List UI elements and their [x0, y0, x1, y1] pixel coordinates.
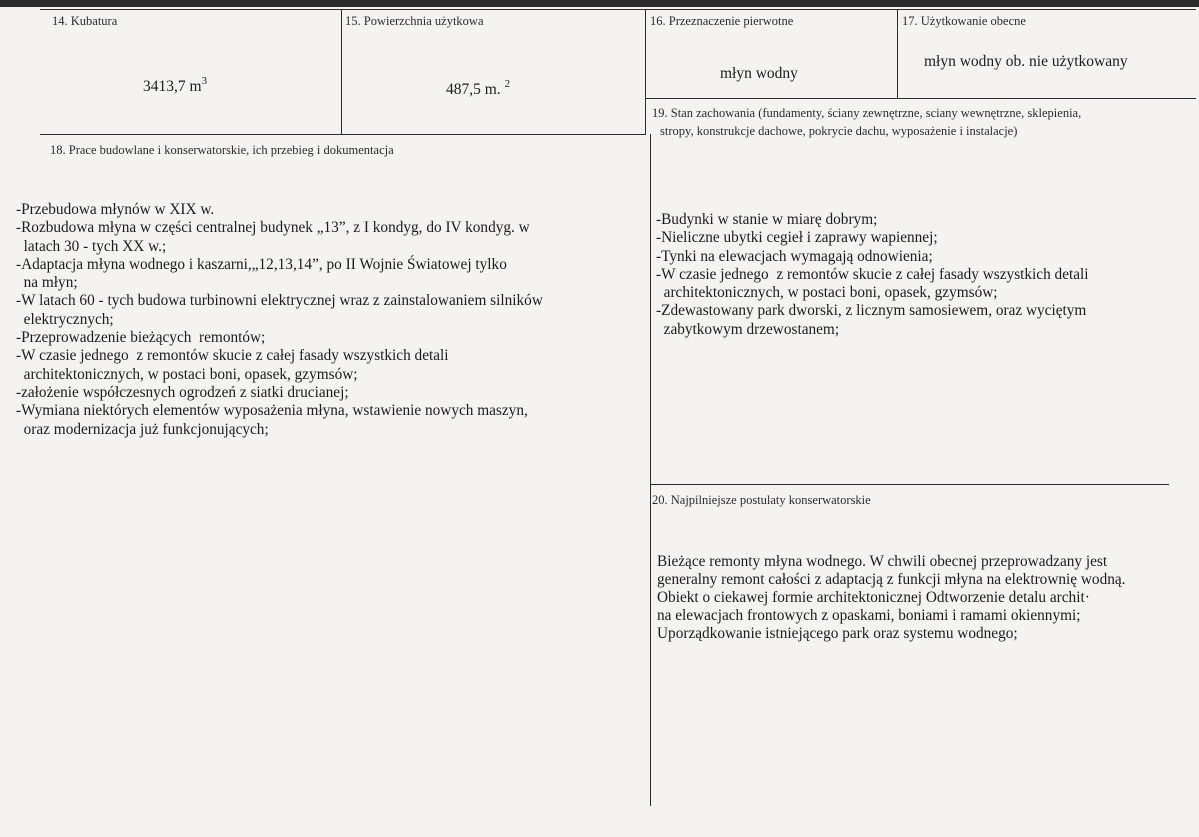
- uzytkowanie-label: 17. Użytkowanie obecne: [902, 14, 1026, 28]
- kubatura-unit-exponent: 3: [201, 75, 208, 87]
- prace-label: 18. Prace budowlane i konserwatorskie, ich przebieg i dokumentacja: [50, 143, 394, 157]
- prace-line: latach 30 - tych XX w.;: [16, 237, 167, 255]
- prace-line: oraz modernizacja już funkcjonujących;: [16, 420, 269, 438]
- prace-line: -W latach 60 - tych budowa turbinowni elektrycznej wraz z zainstalowaniem silników: [16, 292, 543, 310]
- postulaty-text: [657, 553, 1125, 643]
- powierzchnia-number: 487,5 m.: [446, 81, 501, 98]
- stan-line: -W czasie jednego z remontów skucie z całej fasady wszystkich detali: [656, 265, 1089, 283]
- prace-list: [16, 201, 543, 439]
- stan-line: -Zdewastowany park dworski, z licznym samosiewem, oraz wyciętym: [656, 302, 1087, 320]
- border-above-20: [651, 484, 1169, 485]
- kubatura-value: [143, 75, 207, 96]
- postulaty-line: na elewacjach frontowych z opaskami, boniami i ramami okiennymi;: [657, 607, 1081, 624]
- border-below-16-17: [646, 98, 1196, 99]
- divider-14-15: [341, 10, 342, 134]
- stan-line: zabytkowym drzewostanem;: [656, 320, 840, 338]
- prace-line: -W czasie jednego z remontów skucie z całej fasady wszystkich detali: [16, 347, 449, 365]
- uzytkowanie-value: młyn wodny ob. nie użytkowany: [924, 53, 1128, 70]
- powierzchnia-label: 15. Powierzchnia użytkowa: [345, 14, 484, 28]
- powierzchnia-value: [446, 78, 510, 99]
- prace-line: -Przebudowa młynów w XIX w.: [16, 201, 215, 218]
- prace-line: -Rozbudowa młyna w części centralnej budynek „13”, z I kondyg, do IV kondyg. w: [16, 219, 530, 237]
- vertical-divider-right: [650, 134, 651, 806]
- postulaty-line: Bieżące remonty młyna wodnego. W chwili obecnej przeprowadzany jest: [657, 553, 1108, 570]
- postulaty-line: Uporządkowanie istniejącego park oraz systemu wodnego;: [657, 625, 1018, 642]
- stan-line: architektonicznych, w postaci boni, opasek, gzymsów;: [656, 284, 998, 302]
- stan-line: -Budynki w stanie w miarę dobrym;: [656, 211, 878, 228]
- prace-line: -Przeprowadzenie bieżących remontów;: [16, 329, 266, 347]
- divider-15-16: [645, 10, 646, 134]
- kubatura-number: 3413,7 m: [143, 78, 202, 95]
- stan-label-line-1: 19. Stan zachowania (fundamenty, ściany zewnętrzne, sciany wewnętrzne, sklepienia,: [652, 106, 1082, 120]
- stan-line: -Nieliczne ubytki cegieł i zaprawy wapiennej;: [656, 229, 938, 247]
- postulaty-label: 20. Najpilniejsze postulaty konserwatorskie: [652, 493, 871, 507]
- border-below-14-15: [40, 134, 646, 135]
- kubatura-label: 14. Kubatura: [52, 14, 118, 28]
- prace-line: -Adaptacja młyna wodnego i kaszarni,„12,13,14”, po II Wojnie Światowej tylko: [16, 255, 507, 273]
- prace-line: architektonicznych, w postaci boni, opasek, gzymsów;: [16, 365, 358, 383]
- przeznaczenie-value: młyn wodny: [720, 65, 798, 82]
- divider-16-17: [897, 10, 898, 98]
- powierzchnia-unit-exponent: 2: [504, 78, 511, 90]
- prace-line: -Wymiana niektórych elementów wyposażenia młyna, wstawienie nowych maszyn,: [16, 402, 528, 420]
- prace-line: na młyn;: [16, 274, 78, 292]
- stan-label-line-2: stropy, konstrukcje dachowe, pokrycie dachu, wyposażenie i instalacje): [660, 124, 1018, 138]
- prace-line: -założenie współczesnych ogrodzeń z siatki drucianej;: [16, 383, 349, 401]
- stan-line: -Tynki na elewacjach wymagają odnowienia;: [656, 247, 933, 265]
- przeznaczenie-label: 16. Przeznaczenie pierwotne: [650, 14, 794, 28]
- postulaty-line: generalny remont całości z adaptacją z funkcji młyna na elektrownię wodną.: [657, 571, 1126, 588]
- stan-list: [656, 211, 1089, 339]
- prace-line: elektrycznych;: [16, 310, 114, 328]
- scan-top-edge: [0, 0, 1199, 7]
- top-border: [40, 9, 1196, 10]
- postulaty-line: Obiekt o ciekawej formie architektonicznej Odtworzenie detalu archit·: [657, 589, 1090, 606]
